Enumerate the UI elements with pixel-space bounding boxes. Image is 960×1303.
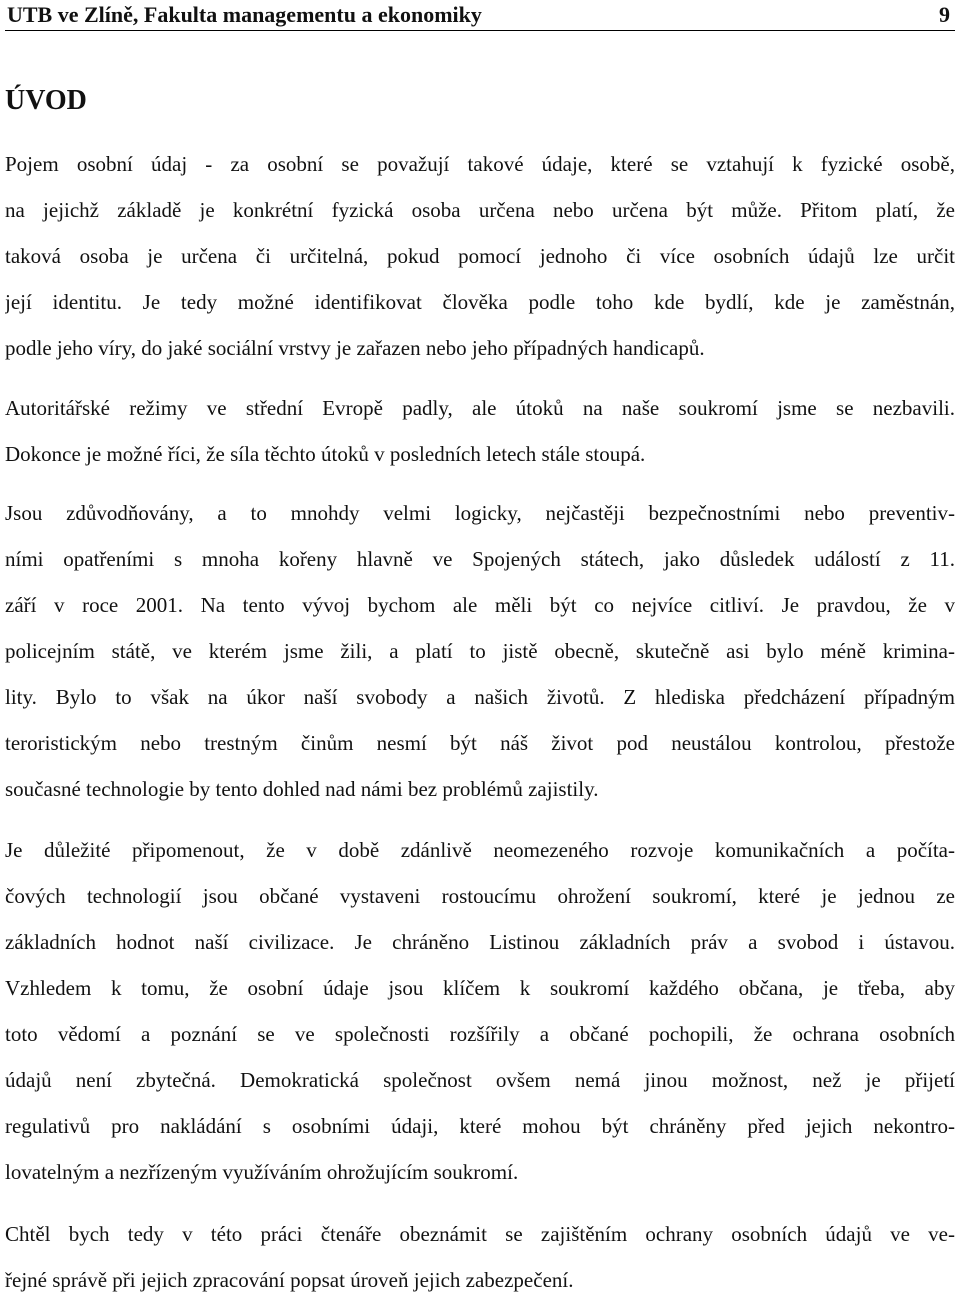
text-line: ními opatřeními s mnoha kořeny hlavně ve Spojených státech, jako důsledek událostí z 11.	[5, 547, 955, 571]
text-line: regulativů pro nakládání s osobními údaji, které mohou být chráněny před jejich nekontro-	[5, 1114, 955, 1138]
text-line: čových technologií jsou občané vystaveni rostoucímu ohrožení soukromí, které je jednou ze	[5, 884, 955, 908]
text-line: policejním státě, ve kterém jsme žili, a platí to jistě obecně, skutečně asi bylo méně krimina-	[5, 639, 955, 663]
chapter-title: ÚVOD	[5, 85, 87, 116]
text-line: Autoritářské režimy ve střední Evropě padly, ale útoků na naše soukromí jsme se nezbavili.	[5, 396, 955, 420]
text-line: základních hodnot naší civilizace. Je chráněno Listinou základních práv a svobod i ústavou.	[5, 930, 955, 954]
paragraph-1	[5, 141, 955, 371]
text-line: taková osoba je určena či určitelná, pokud pomocí jednoho či více osobních údajů lze určit	[5, 244, 955, 268]
text-line: Vzhledem k tomu, že osobní údaje jsou klíčem k soukromí každého občana, je třeba, aby	[5, 976, 955, 1000]
text-line: Dokonce je možné říci, že síla těchto útoků v posledních letech stále stoupá.	[5, 442, 646, 466]
text-line: toto vědomí a poznání se ve společnosti rozšířily a občané pochopili, že ochrana osobních	[5, 1022, 955, 1046]
text-line: Je důležité připomenout, že v době zdánlivě neomezeného rozvoje komunikačních a počíta-	[5, 838, 955, 862]
header-title: UTB ve Zlíně, Fakulta managementu a ekonomiky	[7, 2, 482, 27]
page-number: 9	[939, 2, 950, 27]
paragraph-2	[5, 385, 955, 477]
text-line: lity. Bylo to však na úkor naší svobody a našich životů. Z hlediska předcházení případným	[5, 685, 955, 709]
running-header	[5, 0, 955, 31]
text-line: údajů není zbytečná. Demokratická společnost ovšem nemá jinou možnost, než je přijetí	[5, 1068, 955, 1092]
paragraph-4	[5, 827, 955, 1195]
text-line: současné technologie by tento dohled nad námi bez problémů zajistily.	[5, 777, 599, 801]
text-line: Pojem osobní údaj - za osobní se považují takové údaje, které se vztahují k fyzické osobě,	[5, 152, 955, 176]
text-line: její identitu. Je tedy možné identifikovat člověka podle toho kde bydlí, kde je zaměstnán,	[5, 290, 955, 314]
text-line: Jsou zdůvodňovány, a to mnohdy velmi logicky, nejčastěji bezpečnostními nebo preventiv-	[5, 501, 955, 525]
text-line: Chtěl bych tedy v této práci čtenáře obeznámit se zajištěním ochrany osobních údajů ve ve-	[5, 1222, 955, 1246]
text-line: září v roce 2001. Na tento vývoj bychom ale měli být co nejvíce citliví. Je pravdou, že v	[5, 593, 955, 617]
text-line: na jejichž základě je konkrétní fyzická osoba určena nebo určena být může. Přitom platí, že	[5, 198, 955, 222]
paragraph-3	[5, 490, 955, 812]
text-line: podle jeho víry, do jaké sociální vrstvy je zařazen nebo jeho případných handicapů.	[5, 336, 705, 360]
text-line: teroristickým nebo trestným činům nesmí být náš život pod neustálou kontrolou, přestože	[5, 731, 955, 755]
text-line: řejné správě při jejich zpracování popsat úroveň jejich zabezpečení.	[5, 1268, 574, 1292]
paragraph-5	[5, 1211, 955, 1303]
text-line: lovatelným a nezřízeným využíváním ohrožujícím soukromí.	[5, 1160, 519, 1184]
